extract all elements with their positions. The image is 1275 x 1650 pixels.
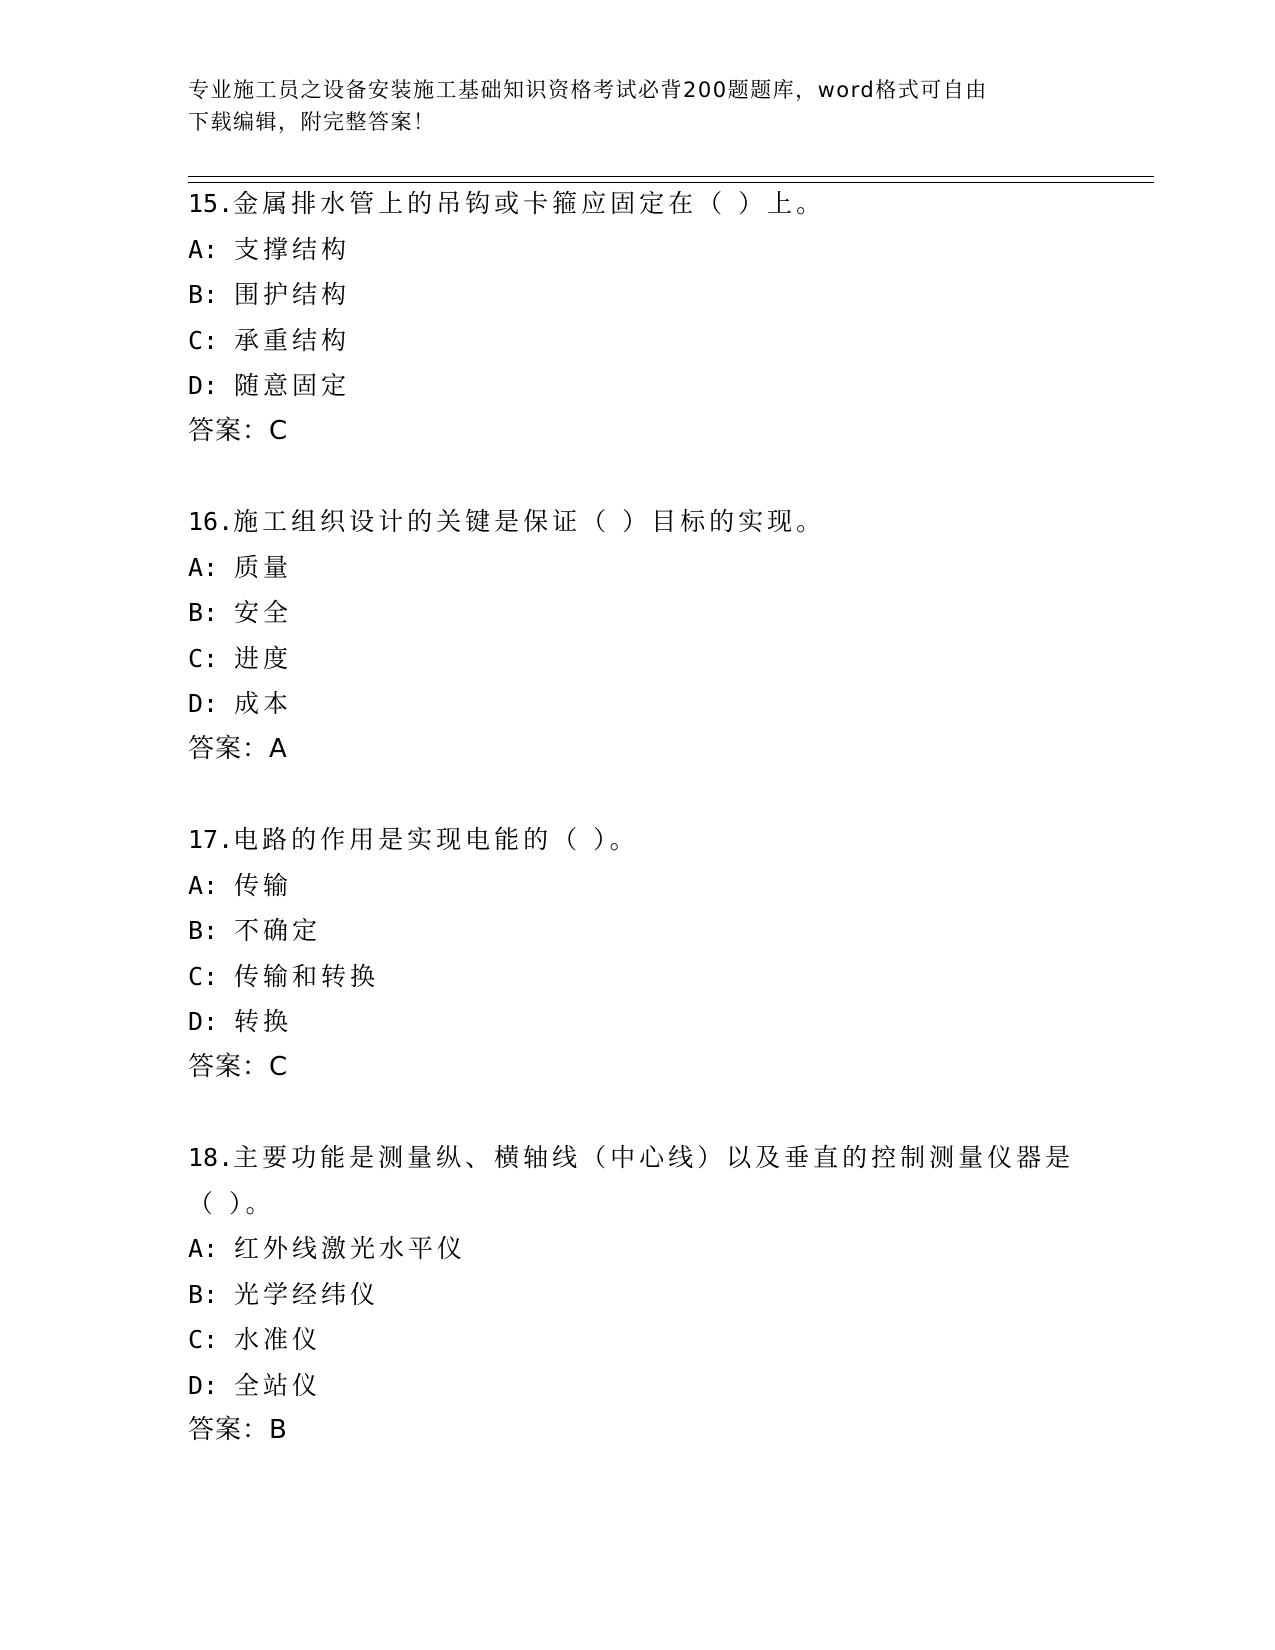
option-key: D: — [188, 371, 219, 400]
option-text: 全站仪 — [234, 1370, 322, 1400]
option-d — [188, 1363, 1088, 1409]
option-a — [188, 1226, 1088, 1272]
option-key: D: — [188, 1007, 219, 1036]
option-key: A: — [188, 234, 219, 264]
option-text: 进度 — [234, 643, 293, 673]
answer: 答案：A — [188, 733, 288, 764]
question-number: 16. — [188, 507, 234, 536]
option-d — [188, 681, 1088, 727]
option-text: 不确定 — [234, 916, 322, 945]
option-key: A: — [188, 870, 219, 900]
option-a — [188, 863, 1088, 909]
question-18 — [188, 1135, 1088, 1454]
option-b — [188, 272, 1088, 318]
option-text: 质量 — [234, 552, 293, 582]
question-number: 18. — [188, 1143, 234, 1172]
header-divider-top — [188, 176, 1154, 177]
question-17 — [188, 817, 1088, 1090]
option-d — [188, 999, 1088, 1045]
question-15 — [188, 181, 1088, 454]
answer: 答案：C — [188, 1051, 289, 1082]
option-a — [188, 545, 1088, 591]
option-b — [188, 908, 1088, 954]
option-key: B: — [188, 1279, 219, 1309]
question-text-continued: （ ）。 — [188, 1188, 275, 1218]
option-key: D: — [188, 1370, 219, 1400]
header-line-2: 下载编辑，附完整答案！ — [188, 110, 436, 134]
option-text: 围护结构 — [234, 280, 351, 309]
option-key: C: — [188, 643, 219, 673]
question-number: 17. — [188, 825, 234, 854]
question-title — [188, 817, 1088, 863]
option-text: 转换 — [234, 1007, 293, 1036]
answer: 答案：C — [188, 415, 289, 446]
option-key: C: — [188, 325, 219, 355]
option-c — [188, 636, 1088, 682]
option-text: 成本 — [234, 689, 293, 718]
option-c — [188, 954, 1088, 1000]
option-a — [188, 227, 1088, 273]
question-16 — [188, 499, 1088, 772]
option-key: B: — [188, 598, 219, 627]
option-text: 随意固定 — [234, 371, 351, 400]
option-text: 水准仪 — [234, 1325, 322, 1354]
option-key: B: — [188, 280, 219, 309]
option-key: A: — [188, 552, 219, 582]
question-text: 金属排水管上的吊钩或卡箍应固定在（ ）上。 — [233, 189, 826, 218]
question-number: 15. — [188, 189, 234, 218]
question-text: 电路的作用是实现电能的（ ）。 — [233, 825, 639, 854]
header-line-1: 专业施工员之设备安装施工基础知识资格考试必背200题题库，word格式可自由 — [188, 78, 988, 102]
question-title — [188, 181, 1088, 227]
option-key: B: — [188, 916, 219, 945]
option-key: C: — [188, 1325, 219, 1354]
option-text: 支撑结构 — [234, 234, 351, 264]
option-c — [188, 1317, 1088, 1363]
option-text: 传输和转换 — [234, 961, 380, 991]
option-b — [188, 590, 1088, 636]
option-key: A: — [188, 1234, 219, 1263]
option-text: 光学经纬仪 — [234, 1279, 380, 1309]
option-text: 红外线激光水平仪 — [234, 1234, 467, 1263]
option-text: 安全 — [234, 598, 293, 627]
question-text: 主要功能是测量纵、横轴线（中心线）以及垂直的控制测量仪器是 — [233, 1143, 1075, 1172]
option-text: 传输 — [234, 870, 293, 900]
answer: 答案：B — [188, 1415, 288, 1445]
option-key: C: — [188, 961, 219, 991]
question-title — [188, 1135, 1088, 1181]
option-b — [188, 1272, 1088, 1318]
question-title — [188, 499, 1088, 545]
document-header — [188, 74, 1088, 138]
option-text: 承重结构 — [234, 325, 351, 355]
option-key: D: — [188, 689, 219, 718]
option-c — [188, 318, 1088, 364]
question-text: 施工组织设计的关键是保证（ ）目标的实现。 — [233, 507, 826, 536]
option-d — [188, 363, 1088, 409]
